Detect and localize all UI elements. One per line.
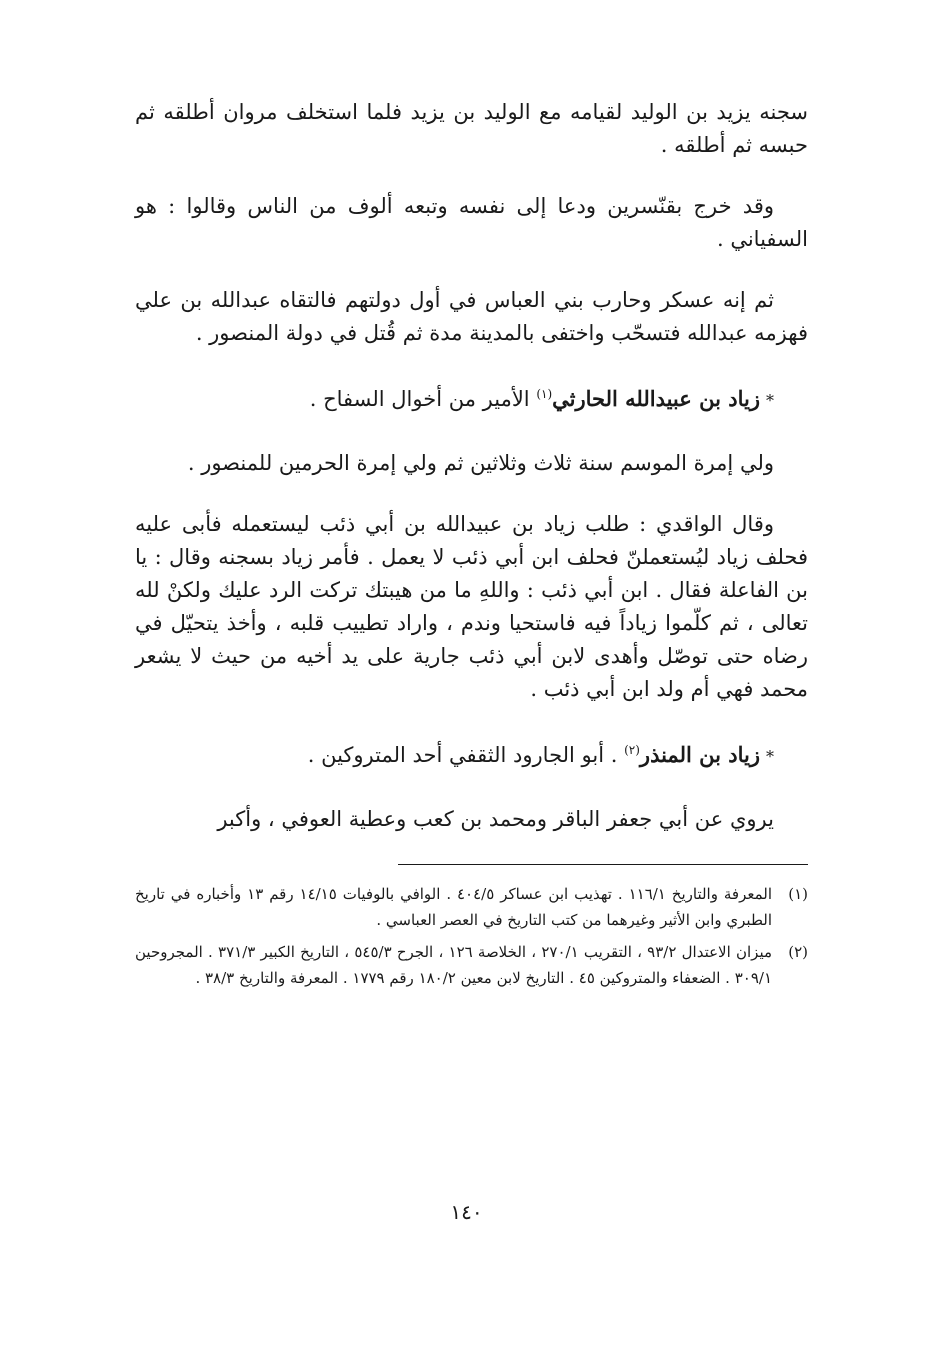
- entry-description: . أبو الجارود الثقفي أحد المتروكين .: [307, 743, 625, 767]
- paragraph-3: ثم إنه عسكر وحارب بني العباس في أول دولتهم فالتقاه عبدالله بن علي فهزمه عبدالله فتسحّب واختفى بالمدينة مدة ثم قُتل في دولة المنصور .: [135, 288, 808, 345]
- page-number: ١٤٠: [450, 1200, 483, 1224]
- footnote-number: (٢): [788, 943, 808, 961]
- footnote-number: (١): [788, 885, 808, 903]
- entry-star: *: [766, 747, 774, 766]
- footnote-2: [135, 939, 808, 991]
- footnote-divider: [398, 864, 808, 865]
- entry-description: الأمير من أخوال السفاح .: [309, 387, 537, 411]
- footnote-text: ميزان الاعتدال ٩٣/٢ ، التقريب ٢٧٠/١ ، الخلاصة ١٢٦ ، الجرح ٥٤٥/٣ ، التاريخ الكبير ٣٧١/٣ . المجروحين ٣٠٩/١ . الضعفاء والمتروكين ٤٥ . التاريخ لابن معين ١٨٠/٢ رقم ١٧٧٩ . المعرفة والتاريخ ٣٨/٣ .: [135, 943, 773, 987]
- entry-heading-2: [135, 734, 808, 773]
- entry-name: زياد بن عبيدالله الحارثي: [552, 386, 760, 411]
- paragraph-1: سجنه يزيد بن الوليد لقيامه مع الوليد بن يزيد فلما استخلف مروان أطلقه ثم حبسه ثم أطلقه .: [135, 100, 808, 157]
- footnote-ref: (١): [536, 387, 553, 401]
- footnote-text: المعرفة والتاريخ ١١٦/١ . تهذيب ابن عساكر ٤٠٤/٥ . الوافي بالوفيات ١٤/١٥ رقم ١٣ وأخباره في تاريخ الطبري وابن الأثير وغيرهما من كتب التاريخ في العصر العباسي .: [135, 885, 773, 929]
- entry-star: *: [766, 391, 774, 410]
- paragraph-5: وقال الواقدي : طلب زياد بن عبيدالله بن أبي ذئب ليستعمله فأبى عليه فحلف زياد ليُستعملنّ فحلف ابن أبي ذئب لا يعمل . فأمر زياد بسجنه وقال : يا بن الفاعلة فقال . ابن أبي ذئب : واللهِ ما من هيبتك تركت الرد عليك ولكنْ لله تعالى ، ثم كلّموا زياداً فيه فاستحيا وندم ، واراد تطييب قلبه ، وأخذ يتحيّل في رضاه حتى توصّل وأهدى لابن أبي ذئب جارية على يد أخيه من حيث لا يشعر محمد فهي أم ولد ابن أبي ذئب .: [135, 512, 808, 701]
- entry-heading-1: [135, 378, 808, 417]
- entry-name: زياد بن المنذر: [639, 742, 760, 767]
- footnote-ref: (٢): [624, 743, 640, 757]
- footnote-1: [135, 881, 808, 933]
- paragraph-6: يروي عن أبي جعفر الباقر ومحمد بن كعب وعطية العوفي ، وأكبر: [217, 807, 774, 831]
- paragraph-4: ولي إمرة الموسم سنة ثلاث وثلاثين ثم ولي إمرة الحرمين للمنصور .: [187, 451, 774, 475]
- paragraph-2: وقد خرج بقنّسرين ودعا إلى نفسه وتبعه ألوف من الناس وقالوا : هو السفياني .: [135, 194, 808, 251]
